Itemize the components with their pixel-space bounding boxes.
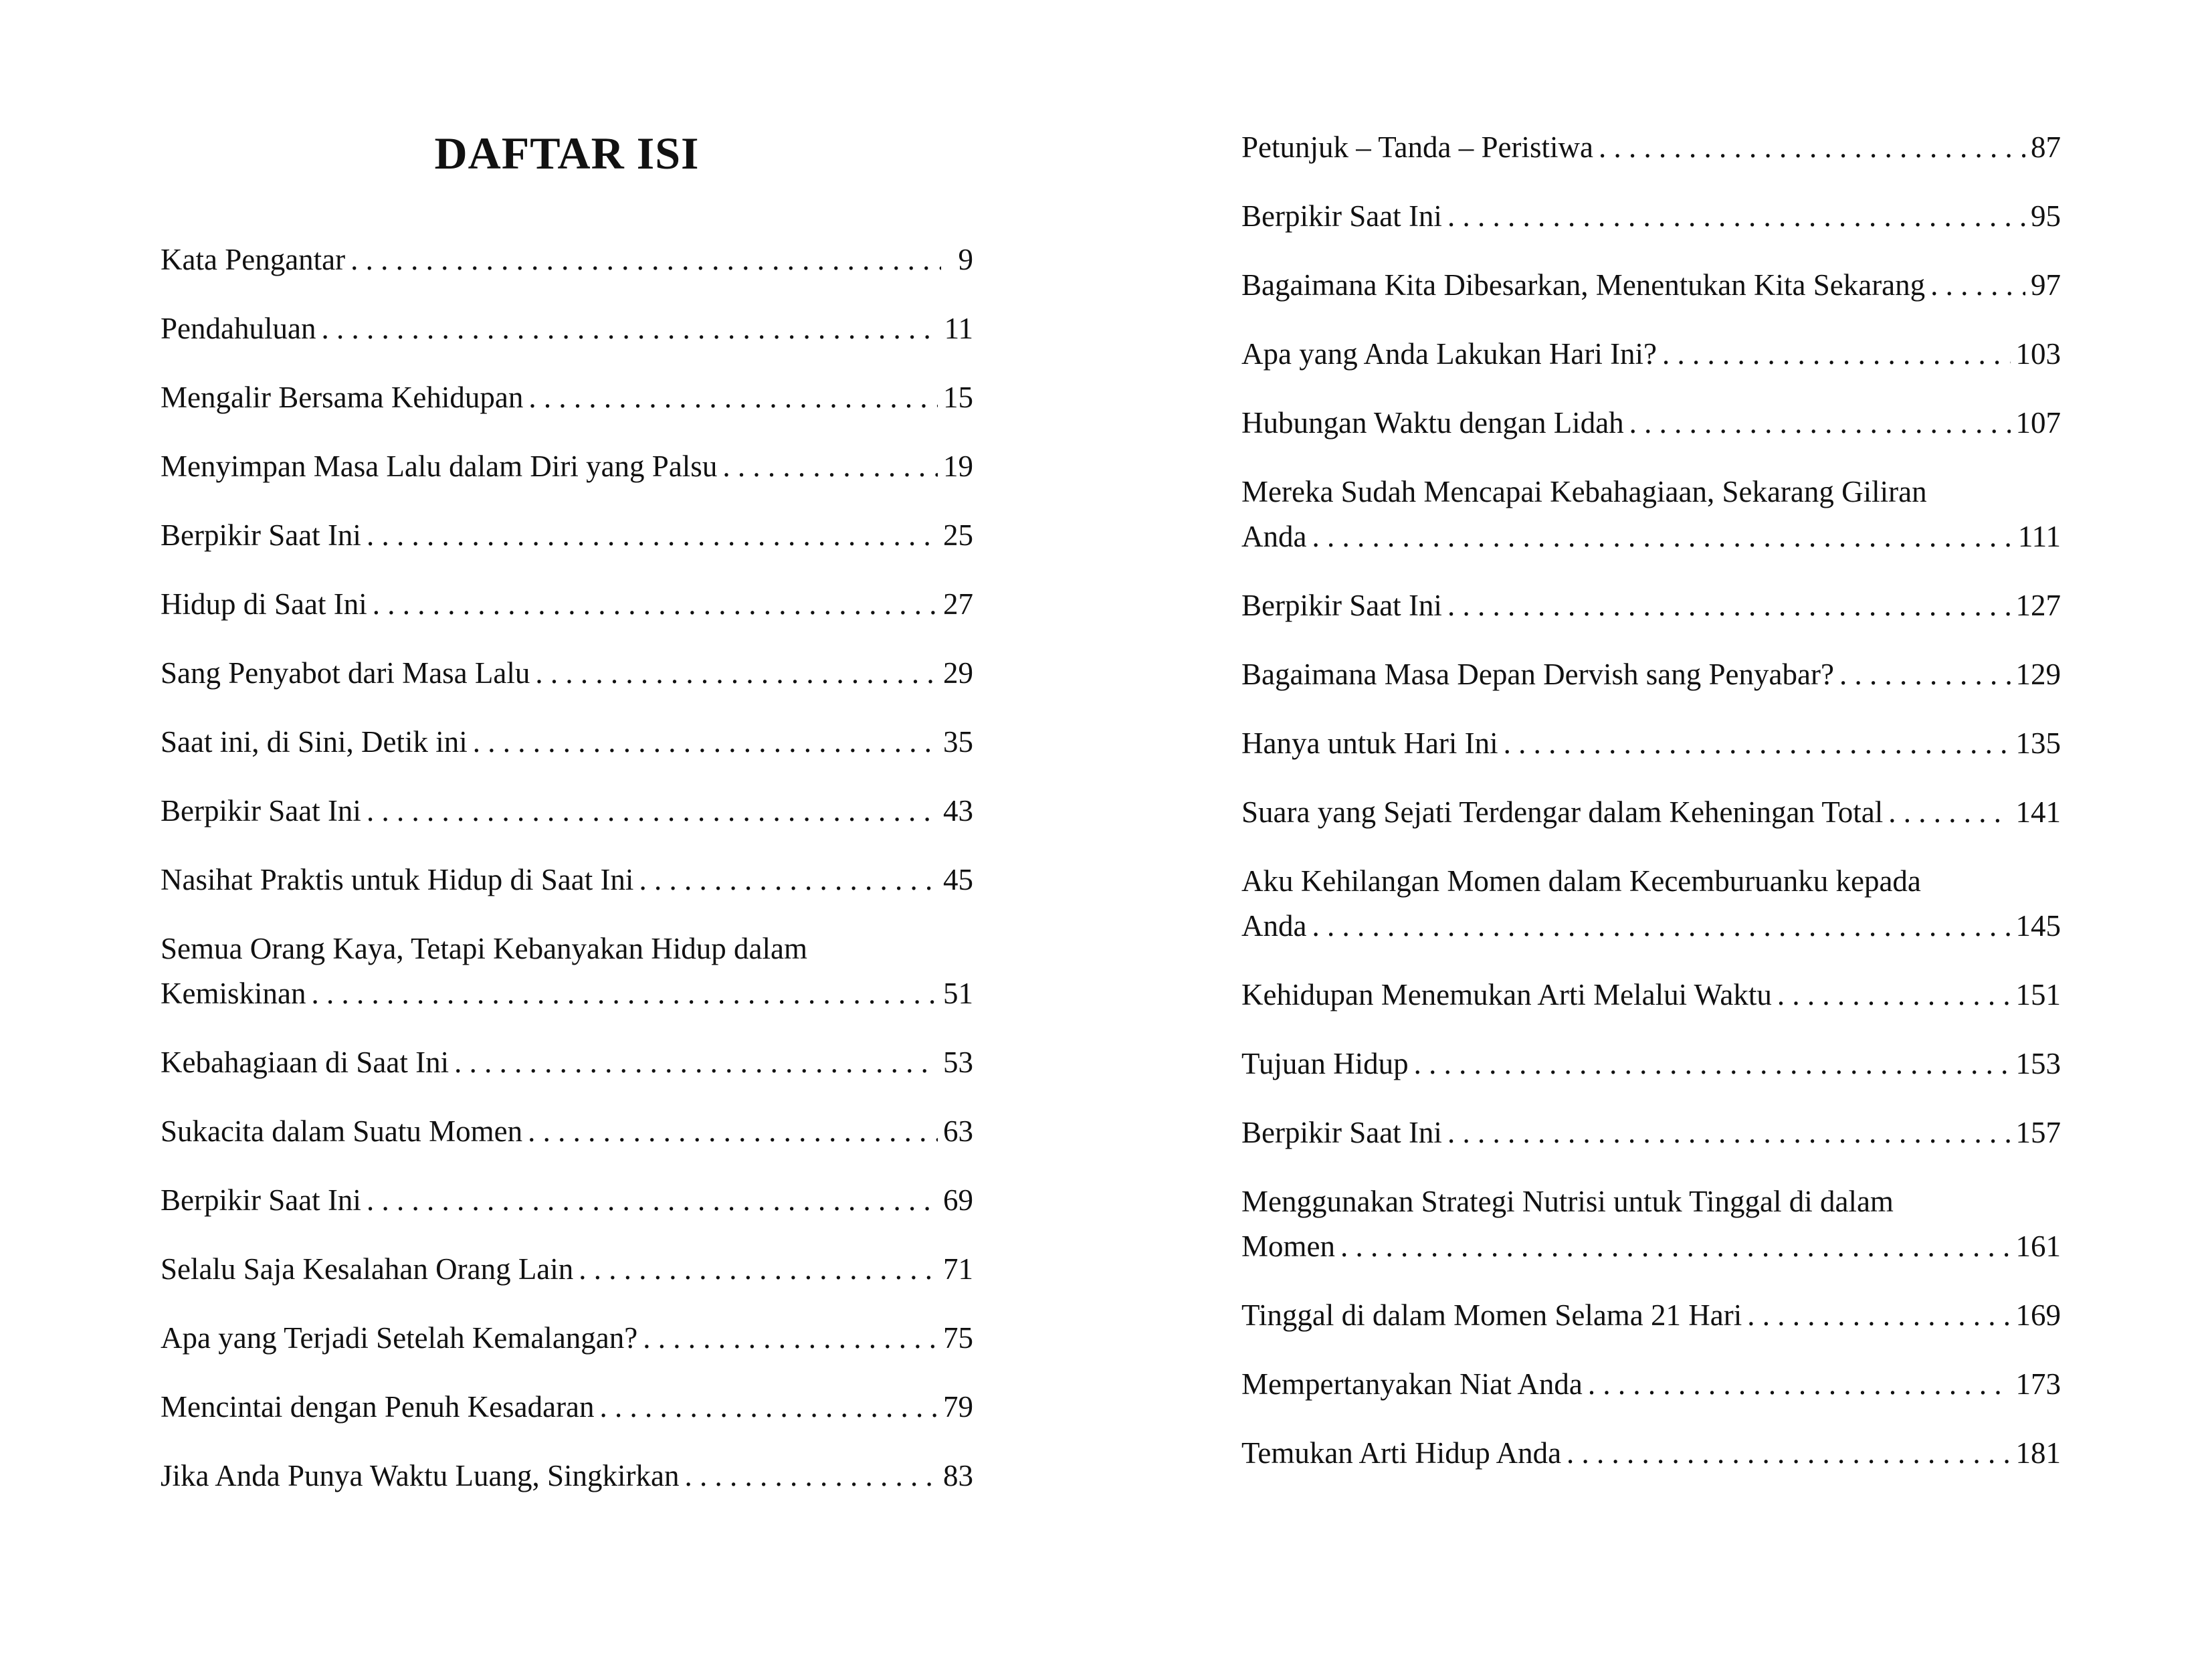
dot-leader (1599, 125, 2025, 170)
toc-entry (161, 858, 973, 902)
toc-entry (161, 1316, 973, 1361)
toc-entry-line (1241, 1362, 2061, 1407)
toc-entry-line (161, 720, 973, 765)
toc-entry-line (1241, 1431, 2061, 1476)
toc-entry-title: Kehidupan Menemukan Arti Melalui Waktu (1241, 978, 1772, 1011)
toc-entry-title: Berpikir Saat Ini (1241, 1116, 1442, 1149)
dot-leader (321, 306, 938, 351)
dot-leader (528, 375, 938, 420)
toc-entry-line (161, 1109, 973, 1154)
toc-entry (1241, 583, 2061, 628)
dot-leader (473, 720, 938, 765)
toc-entry-line (161, 237, 973, 282)
toc-entry-page-number: 161 (2015, 1230, 2061, 1263)
toc-entry-page-number: 97 (2031, 268, 2061, 302)
toc-entry-page-number: 15 (943, 381, 973, 414)
dot-leader (722, 444, 938, 489)
toc-entry-page-number: 173 (2015, 1367, 2061, 1401)
toc-entry (1241, 1362, 2061, 1407)
toc-entry-page-number: 75 (943, 1321, 973, 1355)
toc-entry-page-number: 135 (2015, 726, 2061, 760)
toc-entry (1241, 125, 2061, 170)
toc-entry-line (161, 971, 973, 1016)
dot-leader (1747, 1293, 2010, 1338)
toc-entry-page-number: 9 (958, 243, 973, 276)
toc-entry-page-number: 153 (2015, 1047, 2061, 1080)
toc-entry-line (161, 651, 973, 696)
toc-entry-title: Tujuan Hidup (1241, 1047, 1409, 1080)
toc-entry (1241, 1110, 2061, 1155)
dot-leader (1588, 1362, 2011, 1407)
toc-entry (161, 444, 973, 489)
toc-entry-title: Kebahagiaan di Saat Ini (161, 1046, 449, 1079)
toc-entry-line (161, 513, 973, 558)
dot-leader (1839, 652, 2011, 697)
toc-entry-line (161, 1178, 973, 1223)
toc-entry-title: Tinggal di dalam Momen Selama 21 Hari (1241, 1298, 1742, 1332)
toc-entry-title: Selalu Saja Kesalahan Orang Lain (161, 1252, 574, 1286)
toc-entry-page-number: 43 (943, 794, 973, 827)
toc-entry-title: Bagaimana Masa Depan Dervish sang Penyabar? (1241, 658, 1834, 691)
toc-entry (161, 789, 973, 834)
toc-entry-page-number: 69 (943, 1183, 973, 1217)
toc-entry-line (161, 375, 973, 420)
toc-entry-title: Nasihat Praktis untuk Hidup di Saat Ini (161, 863, 634, 896)
toc-entry-title: Apa yang Terjadi Setelah Kemalangan? (161, 1321, 638, 1355)
dot-leader (1447, 194, 2025, 239)
dot-leader (367, 1178, 938, 1223)
toc-entry-page-number: 111 (2017, 520, 2061, 553)
toc-entry (161, 1247, 973, 1292)
toc-list-right (1241, 125, 2061, 1500)
toc-entry-page-number: 151 (2015, 978, 2061, 1011)
dot-leader (1662, 332, 2010, 377)
dot-leader (528, 1109, 938, 1154)
toc-list-left (161, 237, 973, 1523)
dot-leader (600, 1385, 938, 1430)
dot-leader (535, 651, 938, 696)
dot-leader (684, 1454, 938, 1498)
toc-entry-page-number: 103 (2015, 337, 2061, 371)
toc-entry-title: Hanya untuk Hari Ini (1241, 726, 1498, 760)
toc-entry-line (1241, 332, 2061, 377)
toc-entry (1241, 652, 2061, 697)
toc-entry-page-number: 11 (944, 312, 973, 345)
toc-entry-title: Berpikir Saat Ini (161, 794, 361, 827)
dot-leader (350, 237, 941, 282)
toc-entry-page-number: 145 (2015, 909, 2061, 943)
dot-leader (1447, 1110, 2011, 1155)
toc-entry (161, 513, 973, 558)
dot-leader (643, 1316, 938, 1361)
toc-entry (1241, 1293, 2061, 1338)
toc-entry-page-number: 129 (2015, 658, 2061, 691)
toc-entry-line (161, 1454, 973, 1498)
toc-entry-page-number: 157 (2015, 1116, 2061, 1149)
toc-entry (161, 237, 973, 282)
dot-leader (454, 1040, 938, 1085)
toc-entry-title: Hubungan Waktu dengan Lidah (1241, 406, 1624, 440)
toc-entry-line (1241, 514, 2061, 559)
toc-entry-title: Hidup di Saat Ini (161, 587, 367, 621)
dot-leader (367, 513, 938, 558)
toc-entry-page-number: 35 (943, 725, 973, 759)
toc-entry (1241, 401, 2061, 446)
toc-entry (161, 651, 973, 696)
toc-entry (161, 375, 973, 420)
toc-entry (1241, 1042, 2061, 1086)
dot-leader (1447, 583, 2011, 628)
toc-entry-page-number: 141 (2015, 795, 2061, 829)
dot-leader (1312, 514, 2012, 559)
toc-entry-line (161, 1247, 973, 1292)
toc-entry-title: Momen (1241, 1230, 1335, 1263)
toc-entry-page-number: 169 (2015, 1298, 2061, 1332)
dot-leader (367, 789, 938, 834)
toc-entry-title: Anda (1241, 909, 1307, 943)
toc-entry (161, 1454, 973, 1498)
toc-heading: DAFTAR ISI (434, 128, 700, 179)
toc-entry (161, 1040, 973, 1085)
toc-entry-line (161, 306, 973, 351)
dot-leader (1312, 904, 2010, 949)
toc-entry-title: Kemiskinan (161, 977, 306, 1010)
toc-entry-page-number: 27 (943, 587, 973, 621)
toc-entry-page-number: 83 (943, 1459, 973, 1492)
toc-entry-line (1241, 790, 2061, 835)
toc-entry-line (1241, 721, 2061, 766)
dot-leader (1504, 721, 2011, 766)
toc-entry-line (1241, 1042, 2061, 1086)
toc-entry-title-line1: Menggunakan Strategi Nutrisi untuk Tinggal di dalam (1241, 1185, 1894, 1218)
toc-entry-line (1241, 1293, 2061, 1338)
toc-entry-page-number: 29 (943, 656, 973, 690)
toc-entry (161, 926, 973, 1016)
toc-entry (161, 720, 973, 765)
toc-entry-line (1241, 583, 2061, 628)
toc-entry-title: Apa yang Anda Lakukan Hari Ini? (1241, 337, 1657, 371)
toc-entry (161, 582, 973, 627)
toc-entry-title: Petunjuk – Tanda – Peristiwa (1241, 130, 1593, 164)
toc-entry-title: Menyimpan Masa Lalu dalam Diri yang Palsu (161, 450, 718, 483)
toc-entry (1241, 470, 2061, 559)
toc-entry-line (161, 582, 973, 627)
dot-leader (579, 1247, 938, 1292)
dot-leader (1888, 790, 2010, 835)
toc-entry-line (1241, 194, 2061, 239)
toc-entry-page-number: 79 (943, 1390, 973, 1424)
toc-entry (161, 1385, 973, 1430)
toc-entry-page-number: 45 (943, 863, 973, 896)
toc-entry-line (1241, 401, 2061, 446)
dot-leader (311, 971, 938, 1016)
toc-entry-title-line1: Mereka Sudah Mencapai Kebahagiaan, Sekarang Giliran (1241, 475, 1927, 508)
toc-entry-line (161, 1040, 973, 1085)
toc-entry-page-number: 25 (943, 518, 973, 552)
toc-entry (1241, 194, 2061, 239)
toc-entry-title: Berpikir Saat Ini (1241, 589, 1442, 622)
toc-entry-line (1241, 1110, 2061, 1155)
toc-entry-title: Berpikir Saat Ini (1241, 199, 1442, 233)
toc-entry (1241, 721, 2061, 766)
toc-entry-page-number: 95 (2031, 199, 2061, 233)
toc-entry-title-line1: Aku Kehilangan Momen dalam Kecemburuanku kepada (1241, 864, 1921, 898)
toc-entry-title: Mengalir Bersama Kehidupan (161, 381, 524, 414)
toc-entry-page-number: 19 (943, 450, 973, 483)
toc-entry (1241, 859, 2061, 949)
dot-leader (1567, 1431, 2010, 1476)
toc-entry (1241, 790, 2061, 835)
toc-entry-page-number: 63 (943, 1114, 973, 1148)
dot-leader (1777, 973, 2011, 1017)
toc-entry-line (161, 444, 973, 489)
toc-entry-title: Berpikir Saat Ini (161, 518, 361, 552)
toc-entry-title: Saat ini, di Sini, Detik ini (161, 725, 468, 759)
toc-entry-page-number: 53 (943, 1046, 973, 1079)
dot-leader (373, 582, 938, 627)
toc-entry (161, 1178, 973, 1223)
toc-entry-page-number: 87 (2031, 130, 2061, 164)
dot-leader (1340, 1224, 2011, 1269)
toc-entry-line (161, 789, 973, 834)
toc-entry-title: Mempertanyakan Niat Anda (1241, 1367, 1583, 1401)
toc-entry-page-number: 127 (2015, 589, 2061, 622)
toc-entry-line (161, 858, 973, 902)
toc-entry-line (1241, 125, 2061, 170)
toc-entry-title: Temukan Arti Hidup Anda (1241, 1436, 1562, 1470)
toc-entry-line (1241, 973, 2061, 1017)
toc-entry-title: Berpikir Saat Ini (161, 1183, 361, 1217)
toc-entry-title: Mencintai dengan Penuh Kesadaran (161, 1390, 595, 1424)
toc-entry (1241, 332, 2061, 377)
dot-leader (1629, 401, 2011, 446)
dot-leader (1414, 1042, 2011, 1086)
toc-entry-line (1241, 263, 2061, 308)
toc-entry (1241, 263, 2061, 308)
toc-entry (161, 1109, 973, 1154)
toc-entry (1241, 1431, 2061, 1476)
toc-entry-title: Suara yang Sejati Terdengar dalam Keheningan Total (1241, 795, 1884, 829)
toc-entry-page-number: 51 (943, 977, 973, 1010)
toc-entry (1241, 1179, 2061, 1269)
toc-entry (1241, 973, 2061, 1017)
toc-entry-line (1241, 652, 2061, 697)
toc-entry-page-number: 71 (943, 1252, 973, 1286)
dot-leader (1930, 263, 2025, 308)
toc-entry-line (1241, 904, 2061, 949)
toc-entry-page-number: 107 (2015, 406, 2061, 440)
toc-entry-title: Jika Anda Punya Waktu Luang, Singkirkan (161, 1459, 680, 1492)
toc-entry-line (161, 1316, 973, 1361)
toc-entry-title: Sukacita dalam Suatu Momen (161, 1114, 523, 1148)
toc-entry-title: Anda (1241, 520, 1307, 553)
dot-leader (639, 858, 938, 902)
toc-entry-line (161, 1385, 973, 1430)
toc-entry (161, 306, 973, 351)
toc-entry-line (1241, 1224, 2061, 1269)
toc-entry-title-line1: Semua Orang Kaya, Tetapi Kebanyakan Hidup dalam (161, 932, 807, 965)
toc-entry-title: Kata Pengantar (161, 243, 346, 276)
toc-entry-title: Bagaimana Kita Dibesarkan, Menentukan Kita Sekarang (1241, 268, 1926, 302)
toc-entry-title: Sang Penyabot dari Masa Lalu (161, 656, 530, 690)
toc-entry-title: Pendahuluan (161, 312, 316, 345)
toc-entry-page-number: 181 (2015, 1436, 2061, 1470)
